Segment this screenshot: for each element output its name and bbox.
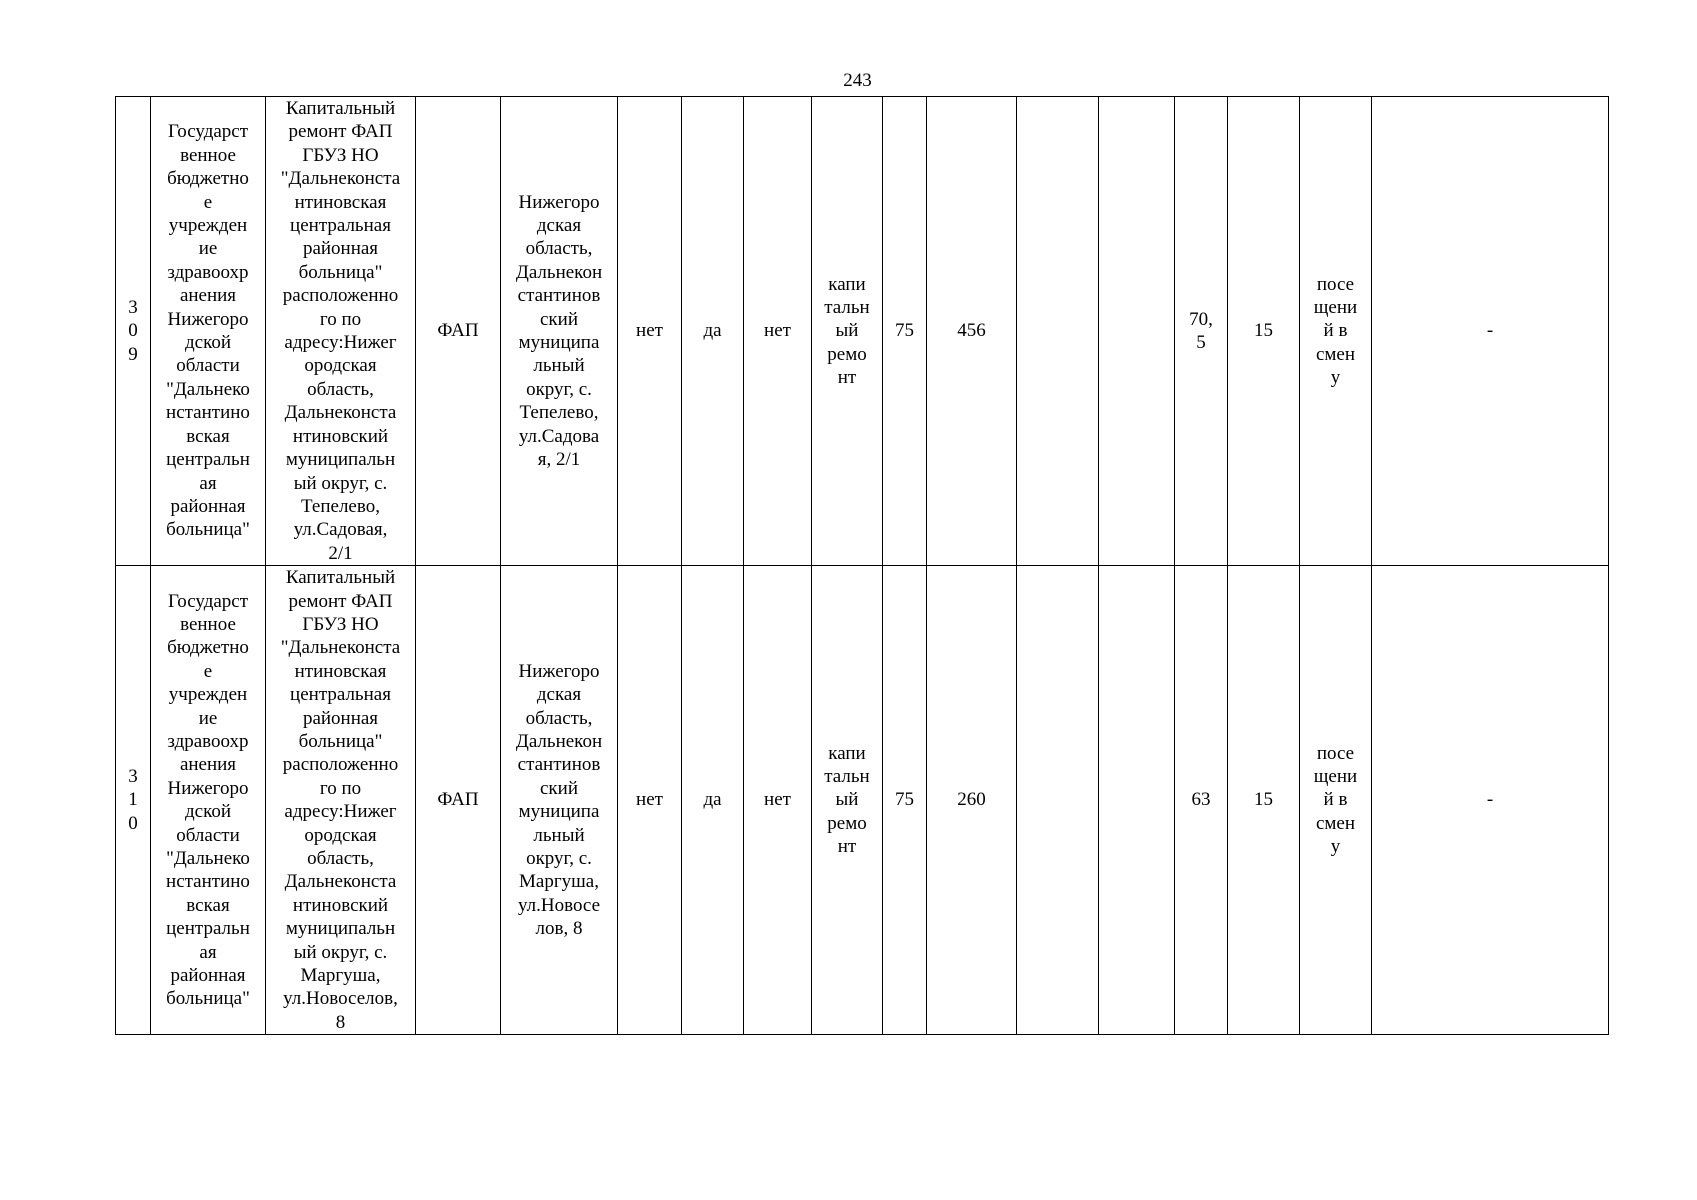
- cell-col14: 63: [1175, 566, 1228, 1035]
- cell-col12: [1017, 566, 1099, 1035]
- cell-object-name: Капитальный ремонт ФАП ГБУЗ НО "Дальнеконста нтиновская центральная районная больница" расположенно го по адресу:Нижег ородская область, Дальнеконста нтиновский муниципальн ый округ, с. Маргуша, ул.Новоселов, 8: [266, 566, 416, 1035]
- cell-work-type: капи тальн ый ремо нт: [812, 566, 883, 1035]
- table-row: [116, 97, 1609, 566]
- cell-unit: посе щени й в смен у: [1300, 566, 1372, 1035]
- cell-col7: да: [682, 566, 744, 1035]
- cell-organization: Государст венное бюджетно е учрежден ие здравоохр анения Нижегоро дской области "Дальнеко нстантино вская центральн ая районная больница": [151, 97, 266, 566]
- cell-work-type: капи тальн ый ремо нт: [812, 97, 883, 566]
- cell-row-number: 3 0 9: [116, 97, 151, 566]
- cell-col6: нет: [618, 566, 682, 1035]
- cell-col11: 260: [927, 566, 1017, 1035]
- cell-object-type: ФАП: [416, 566, 501, 1035]
- cell-col15: 15: [1228, 97, 1300, 566]
- cell-col6: нет: [618, 97, 682, 566]
- cell-address: Нижегоро дская область, Дальнекон стантинов ский муниципа льный округ, с. Тепелево, ул.Садова я, 2/1: [501, 97, 618, 566]
- cell-col8: нет: [744, 566, 812, 1035]
- cell-address: Нижегоро дская область, Дальнекон стантинов ский муниципа льный округ, с. Маргуша, ул.Новосе лов, 8: [501, 566, 618, 1035]
- cell-col12: [1017, 97, 1099, 566]
- cell-col14: 70, 5: [1175, 97, 1228, 566]
- cell-object-name: Капитальный ремонт ФАП ГБУЗ НО "Дальнеконста нтиновская центральная районная больница" расположенно го по адресу:Нижег ородская область, Дальнеконста нтиновский муниципальн ый округ, с. Тепелево, ул.Садовая, 2/1: [266, 97, 416, 566]
- page-number: 243: [843, 70, 872, 91]
- cell-note: -: [1372, 566, 1609, 1035]
- cell-col11: 456: [927, 97, 1017, 566]
- cell-organization: Государст венное бюджетно е учрежден ие здравоохр анения Нижегоро дской области "Дальнеко нстантино вская центральн ая районная больница": [151, 566, 266, 1035]
- cell-note: -: [1372, 97, 1609, 566]
- cell-col15: 15: [1228, 566, 1300, 1035]
- cell-col13: [1099, 566, 1175, 1035]
- cell-col7: да: [682, 97, 744, 566]
- cell-row-number: 3 1 0: [116, 566, 151, 1035]
- cell-col10: 75: [883, 97, 927, 566]
- registry-table: [115, 96, 1609, 1035]
- cell-unit: посе щени й в смен у: [1300, 97, 1372, 566]
- cell-col10: 75: [883, 566, 927, 1035]
- cell-col8: нет: [744, 97, 812, 566]
- cell-object-type: ФАП: [416, 97, 501, 566]
- cell-col13: [1099, 97, 1175, 566]
- table-row: [116, 566, 1609, 1035]
